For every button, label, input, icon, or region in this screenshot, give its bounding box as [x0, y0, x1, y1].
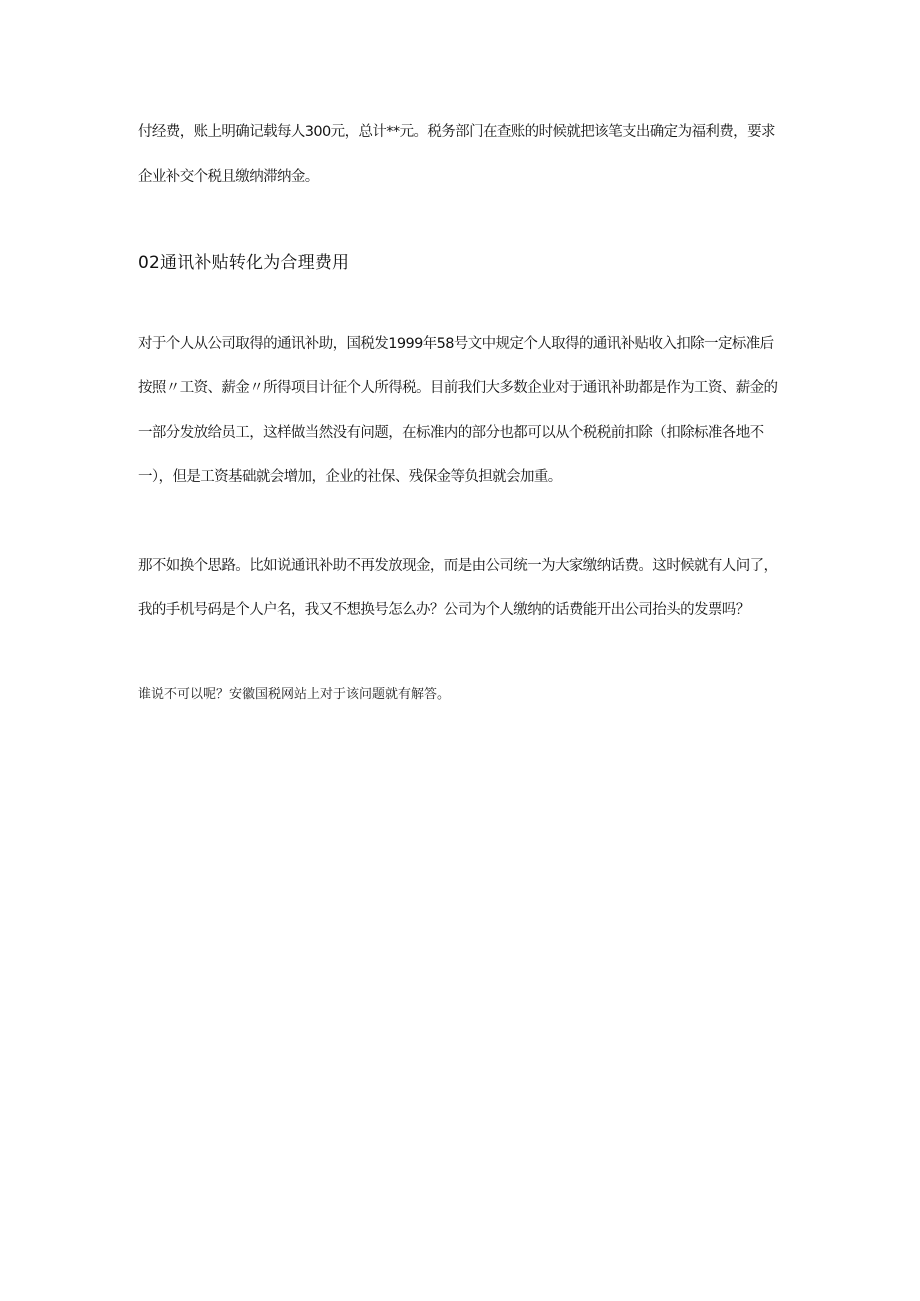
paragraph-2-line-4: 一），但是工资基础就会增加，企业的社保、残保金等负担就会加重。 — [138, 469, 562, 485]
paragraph-2-line-2: 按照〃工资、薪金〃所得项目计征个人所得税。目前我们大多数企业对于通讯补助都是作为工资、薪金的 — [138, 380, 778, 396]
paragraph-4-line-1: 谁说不可以呢？安徽国税网站上对于该问题就有解答。 — [138, 687, 451, 702]
paragraph-2-line-3: 一部分发放给员工，这样做当然没有问题，在标准内的部分也都可以从个税税前扣除（扣除标准各地不 — [138, 425, 764, 441]
paragraph-1-line-2: 企业补交个税且缴纳滞纳金。 — [138, 169, 319, 185]
section-heading: 02通讯补贴转化为合理费用 — [138, 253, 350, 273]
paragraph-1-line-1: 付经费，账上明确记载每人300元，总计**元。税务部门在查账的时候就把该笔支出确定为福利费，要求 — [138, 124, 775, 140]
paragraph-3-line-2: 我的手机号码是个人户名，我又不想换号怎么办？公司为个人缴纳的话费能开出公司抬头的发票吗？ — [138, 602, 750, 618]
paragraph-3-line-1: 那不如换个思路。比如说通讯补助不再发放现金，而是由公司统一为大家缴纳话费。这时候就有人问了， — [138, 558, 778, 574]
paragraph-2-line-1: 对于个人从公司取得的通讯补助，国税发1999年58号文中规定个人取得的通讯补贴收入扣除一定标准后 — [138, 336, 774, 352]
